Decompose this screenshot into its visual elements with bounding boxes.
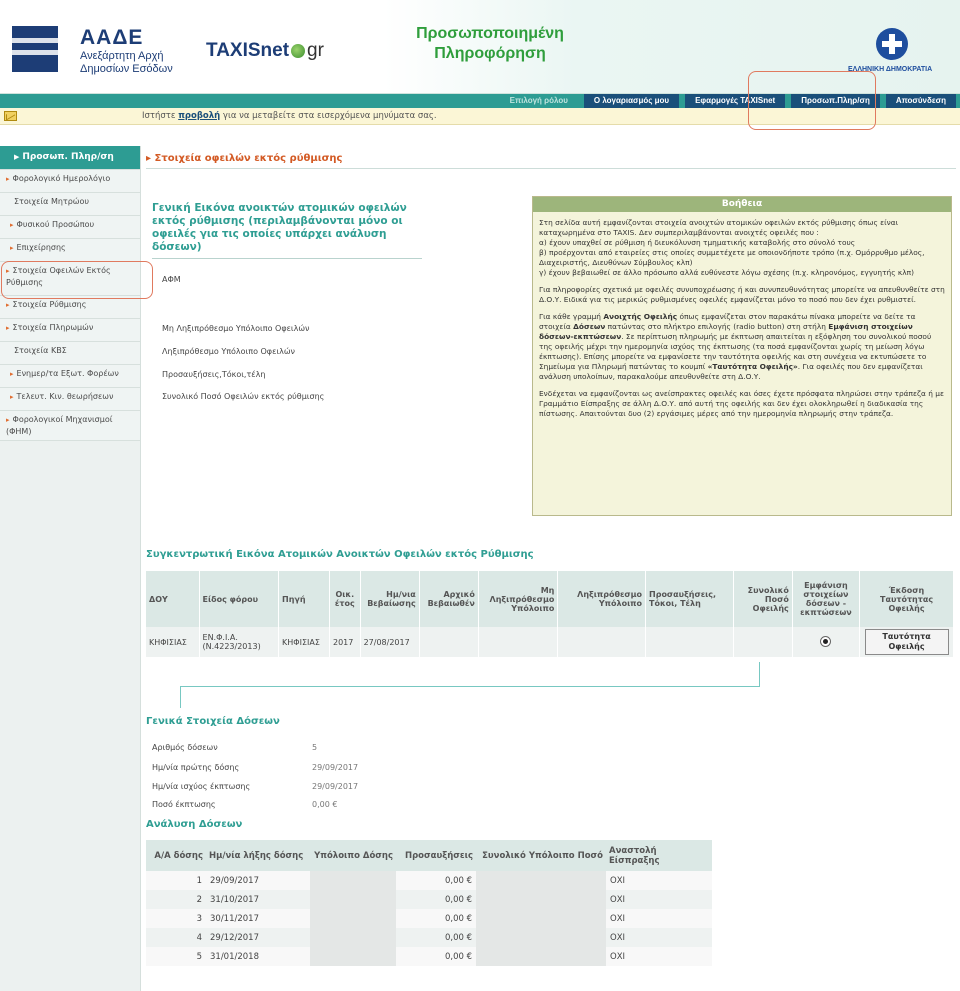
message-text [142, 111, 437, 121]
help-panel [532, 196, 952, 516]
cell-surcharge: 0,00 € [396, 871, 476, 890]
col-header: Μη Ληξιπρόθεσμο Υπόλοιπο [478, 571, 558, 627]
help-paragraph [539, 218, 945, 278]
greek-emblem-icon [876, 28, 908, 60]
help-bold: Ανοιχτής Οφειλής [603, 312, 678, 321]
connector-line [180, 686, 181, 708]
help-text: β) προέρχονται από εταιρείες στις οποίες συμμετέχετε με οποιονδήποτε τρόπο (π.χ. Ομόρρυθμο μέλος, Διαχειριστής, Διευθύνων Σύμβουλος κλπ) [539, 248, 925, 267]
cell-date: 29/09/2017 [206, 871, 310, 890]
arrow-icon: ▸ [6, 175, 10, 183]
installments-general-title: Γενικά Στοιχεία Δόσεων [146, 716, 280, 727]
tab-taxisnet-apps[interactable]: Εφαρμογές TAXISnet [685, 94, 785, 108]
arrow-icon: ▸ [10, 221, 14, 229]
arrow-icon: ▸ [6, 324, 10, 332]
message-before: Ιστήστε [142, 111, 179, 121]
content-header [146, 151, 956, 169]
table-row [146, 909, 712, 928]
aade-logo [12, 26, 58, 72]
cell-blurred [310, 890, 396, 909]
help-paragraph [539, 312, 945, 382]
cell-dou: ΚΗΦΙΣΙΑΣ [146, 627, 199, 657]
help-paragraph: Ενδέχεται να εμφανίζονται ως ανείσπρακτες οφειλές και όσες έχετε πρόσφατα πληρώσει στην τράπεζα ή με Γραμμάτιο Είσπραξης σε άλλη Δ.Ο.Υ. από αυτή της οφειλής και δεν έχει ολοκληρωθεί η διαδικασία της πίστωσης. Απαιτούνται δυο (2) εργάσιμες μέρες από την ημερομηνία πληρωμής στην τράπεζα. [539, 389, 944, 418]
cell-blurred [419, 627, 478, 657]
sidebar-item-tax-mechanisms[interactable] [0, 411, 140, 441]
cell-date: 29/12/2017 [206, 928, 310, 947]
arrow-icon: ▸ [6, 416, 10, 424]
col-header: Αναστολή Είσπραξης [606, 840, 712, 871]
help-text: πατώντας στο πλήκτρο επιλογής (radio button) στη στήλη [605, 322, 829, 331]
message-after: για να μεταβείτε στα εισερχόμενα μηνύματα σας. [220, 111, 437, 121]
header [0, 0, 960, 94]
total-debt-label: Συνολικό Ποσό Οφειλών εκτός ρύθμισης [162, 392, 325, 401]
org-acronym: ΑΑΔΕ [80, 26, 144, 49]
page-heading: ▸ Στοιχεία οφειλών εκτός ρύθμισης [146, 153, 342, 164]
due-balance-label: Ληξιπρόθεσμο Υπόλοιπο Οφειλών [162, 347, 296, 356]
help-text: α) έχουν υπαχθεί σε ρύθμιση ή διευκόλυνση τμηματικής καταβολής στο σύνολό τους [539, 238, 856, 247]
sidebar-item-label: Στοιχεία Πληρωμών [12, 323, 94, 332]
table-row [146, 947, 712, 966]
discount-amount-value: 0,00 € [312, 800, 338, 809]
mail-icon[interactable] [4, 111, 17, 121]
cell-date: 31/10/2017 [206, 890, 310, 909]
help-text: . Για οφειλές που δεν εμφανίζεται ανάλυση υπολοίπων, παρακαλούμε απευθυνθείτε στη Δ.Ο.Υ. [539, 362, 923, 381]
arrow-icon: ▸ [10, 244, 14, 252]
cell-blurred [310, 871, 396, 890]
cell-tax-type: ΕΝ.Φ.Ι.Α. (Ν.4223/2013) [199, 627, 279, 657]
sidebar-item-settlement[interactable] [0, 296, 140, 319]
col-header: Εμφάνιση στοιχείων δόσεων - εκπτώσεων [792, 571, 859, 627]
col-header: Α/Α δόσης [146, 840, 206, 871]
help-bold: Δόσεων [573, 322, 606, 331]
help-bold: Εμφάνιση στοιχείων δόσεων-εκπτώσεων [539, 322, 913, 341]
col-header: Ημ/νία λήξης δόσης [206, 840, 310, 871]
table-header-row [146, 840, 712, 871]
installments-analysis-title: Ανάλυση Δόσεων [146, 819, 243, 830]
tab-select-role[interactable]: Επιλογή ρόλου [509, 96, 568, 105]
table-row [146, 890, 712, 909]
cell-source: ΚΗΦΙΣΙΑΣ [279, 627, 330, 657]
cell-blurred [310, 928, 396, 947]
connector-line [180, 686, 760, 687]
col-header: Υπόλοιπο Δόσης [310, 840, 396, 871]
view-messages-link[interactable]: προβολή [178, 111, 221, 121]
sidebar-item-label: Στοιχεία Μητρώου [14, 197, 90, 206]
show-installments-radio[interactable] [820, 636, 831, 647]
cell-suspension: ΟΧΙ [606, 928, 712, 947]
cell-surcharge: 0,00 € [396, 890, 476, 909]
col-header: Είδος φόρου [199, 571, 279, 627]
sidebar-item-label: Προσωπ. Πληρ/ση [22, 152, 114, 162]
sidebar-item-label: Στοιχεία Ρύθμισης [12, 300, 87, 309]
discount-validity-date-value: 29/09/2017 [312, 782, 359, 791]
connector-line [759, 662, 760, 687]
tab-my-account[interactable]: Ο λογαριασμός μου [584, 94, 679, 108]
taxisnet-logo[interactable] [206, 40, 324, 62]
col-header: Συνολικό Ποσό Οφειλής [733, 571, 792, 627]
help-text: γ) έχουν βεβαιωθεί σε άλλο πρόσωπο αλλά ευθύνεστε λόγω σχέσης (π.χ. κληρονόμος, εγγυητής κλπ) [539, 268, 914, 277]
table-row [146, 627, 954, 657]
cell-year: 2017 [330, 627, 361, 657]
cell-blurred [646, 627, 734, 657]
cell-suspension: ΟΧΙ [606, 871, 712, 890]
col-header: Προσαυξήσεις, Τόκοι, Τέλη [646, 571, 734, 627]
sidebar-item-tax-calendar[interactable] [0, 170, 140, 193]
table-row [146, 871, 712, 890]
help-text: Στη σελίδα αυτή εμφανίζονται στοιχεία ανοιχτών ατομικών οφειλών εκτός ρύθμισης όπως είναι καταχωρημένα στο TAXIS. Δεν συμπεριλαμβάνονται ανοιχτές οφειλές που : [539, 218, 899, 237]
cell-blurred [478, 627, 558, 657]
sidebar-item-label: Στοιχεία Οφειλών Εκτός Ρύθμισης [6, 266, 111, 287]
sidebar-item-external-updates[interactable] [0, 365, 140, 388]
discount-validity-date-label: Ημ/νία ισχύος έκπτωσης [152, 782, 251, 791]
col-header: Ληξιπρόθεσμο Υπόλοιπο [558, 571, 646, 627]
cell-blurred [476, 928, 606, 947]
general-overview-title: Γενική Εικόνα ανοικτών ατομικών οφειλών εκτός ρύθμισης (περιλαμβάνονται μόνο οι οφειλές για τις οποίες υπάρχει ανάλυση δόσεων) [152, 202, 407, 253]
col-header: ΔΟΥ [146, 571, 199, 627]
help-paragraph: Για πληροφορίες σχετικά με οφειλές συνυποχρέωσης ή και συνυπευθυνότητας μπορείτε να απευθυνθείτε στη Δ.Ο.Υ. Ειδικά για τις μερικώς ρυθμισμένες οφειλές εμφανίζεται μόνο το ποσό που δεν έχει ρυθμιστεί. [539, 285, 945, 304]
cell-number: 3 [146, 909, 206, 928]
surcharges-label: Προσαυξήσεις,Τόκοι,τέλη [162, 370, 266, 379]
cell-blurred [476, 909, 606, 928]
sidebar-item-business[interactable] [0, 239, 140, 262]
page-title: Προσωποποιημένη Πληροφόρηση [416, 25, 564, 62]
table-row [146, 928, 712, 947]
summary-title: Συγκεντρωτική Εικόνα Ατομικών Ανοικτών Οφειλών εκτός Ρύθμισης [146, 549, 534, 560]
sidebar-item-registry[interactable] [0, 193, 140, 216]
tab-logout[interactable]: Αποσύνδεση [886, 94, 956, 108]
cell-surcharge: 0,00 € [396, 909, 476, 928]
org-name: Ανεξάρτητη Αρχή Δημοσίων Εσόδων [80, 50, 173, 75]
cell-date: 27/08/2017 [360, 627, 419, 657]
cell-blurred [310, 947, 396, 966]
arrow-icon: ▸ [10, 393, 14, 401]
installments-count-label: Αριθμός δόσεων [152, 743, 218, 752]
cell-suspension: ΟΧΙ [606, 890, 712, 909]
col-header: Ημ/νια Βεβαίωσης [360, 571, 419, 627]
help-bold: «Ταυτότητα Οφειλής» [707, 362, 798, 371]
tab-personal-info[interactable]: Προσωπ.Πληρ/ση [791, 94, 880, 108]
first-installment-date-label: Ημ/νία πρώτης δόσης [152, 763, 240, 772]
col-header: Προσαυξήσεις [396, 840, 476, 871]
cell-blurred [733, 627, 792, 657]
col-header: Αρχικό Βεβαιωθέν [419, 571, 478, 627]
sidebar-item-label: Ενημερ/τα Εξωτ. Φορέων [16, 369, 119, 378]
first-installment-date-value: 29/09/2017 [312, 763, 359, 772]
arrow-icon: ▸ [10, 370, 14, 378]
cell-blurred [558, 627, 646, 657]
cell-suspension: ΟΧΙ [606, 947, 712, 966]
installments-table [146, 840, 712, 966]
sidebar [0, 146, 141, 991]
table-header-row [146, 571, 954, 627]
cell-blurred [310, 909, 396, 928]
taxisnet-suffix: gr [307, 40, 324, 61]
cell-surcharge: 0,00 € [396, 928, 476, 947]
help-text: όπως εμφανίζεται στον παρακάτω πίνακα μπορείτε να δείτε τα στοιχεία [539, 312, 916, 331]
cell-number: 1 [146, 871, 206, 890]
help-text: . Σε περίπτωση πληρωμής με έκπτωση απαιτείται η εξόφληση του συνολικού ποσού της οφειλής μέχρι την ημερομηνία ισχύος της έκπτωσης (τα ποσά εμφανίζονται χωρίς τη μείωση λόγω έκπτωσης). Επίσης μπορείτε να εμφανίσετε την ταυτότητα οφειλής και στη συνέχεια να εκτυπώσετε το Σημείωμα για Πληρωμή πατώντας το κουμπί [539, 332, 932, 371]
sidebar-item-debts-outside-settlement[interactable] [0, 262, 140, 296]
col-header: Οικ. έτος [330, 571, 361, 627]
sidebar-item-label: Φορολογικό Ημερολόγιο [12, 174, 111, 183]
cell-number: 4 [146, 928, 206, 947]
arrow-icon: ▸ [6, 301, 10, 309]
country-label: ΕΛΛΗΝΙΚΗ ΔΗΜΟΚΡΑΤΙΑ [848, 66, 933, 73]
cell-date: 30/11/2017 [206, 909, 310, 928]
debt-identity-button[interactable]: Ταυτότητα Οφειλής [865, 629, 949, 655]
sidebar-item-label: Επιχείρησης [16, 243, 66, 252]
cell-suspension: ΟΧΙ [606, 909, 712, 928]
taxisnet-dot-icon [291, 44, 305, 58]
message-bar [0, 108, 960, 125]
col-header: Συνολικό Υπόλοιπο Ποσό [476, 840, 606, 871]
afm-label: ΑΦΜ [162, 275, 181, 284]
cell-number: 5 [146, 947, 206, 966]
not-due-balance-label: Μη Ληξιπρόθεσμο Υπόλοιπο Οφειλών [162, 324, 310, 333]
cell-blurred [476, 947, 606, 966]
installments-count-value: 5 [312, 743, 318, 752]
sidebar-item-last-movements[interactable] [0, 388, 140, 411]
sidebar-item-label: Τελευτ. Κιν. θεωρήσεων [16, 392, 114, 401]
sidebar-item-payments[interactable] [0, 319, 140, 342]
sidebar-item-label: Στοιχεία ΚΒΣ [14, 346, 67, 355]
sidebar-item-label: Φυσικού Προσώπου [16, 220, 95, 229]
sidebar-item-kbs[interactable] [0, 342, 140, 365]
divider [152, 258, 422, 259]
summary-table [146, 571, 954, 657]
help-text: Για κάθε γραμμή [539, 312, 604, 321]
sidebar-item-label: Φορολογικοί Μηχανισμοί (ΦΗΜ) [6, 415, 113, 436]
col-header: Έκδοση Ταυτότητας Οφειλής [860, 571, 954, 627]
sidebar-item-natural-person[interactable] [0, 216, 140, 239]
cell-date: 31/01/2018 [206, 947, 310, 966]
discount-amount-label: Ποσό έκπτωσης [152, 800, 216, 809]
cell-number: 2 [146, 890, 206, 909]
help-title: Βοήθεια [533, 197, 951, 212]
taxisnet-name: TAXISnet [206, 40, 290, 61]
sidebar-item-personal-info[interactable] [0, 146, 140, 170]
arrow-icon: ▸ [6, 267, 10, 275]
cell-blurred [476, 871, 606, 890]
cell-surcharge: 0,00 € [396, 947, 476, 966]
top-nav [0, 94, 960, 108]
cell-blurred [476, 890, 606, 909]
col-header: Πηγή [279, 571, 330, 627]
arrow-icon: ▶ [14, 153, 20, 161]
